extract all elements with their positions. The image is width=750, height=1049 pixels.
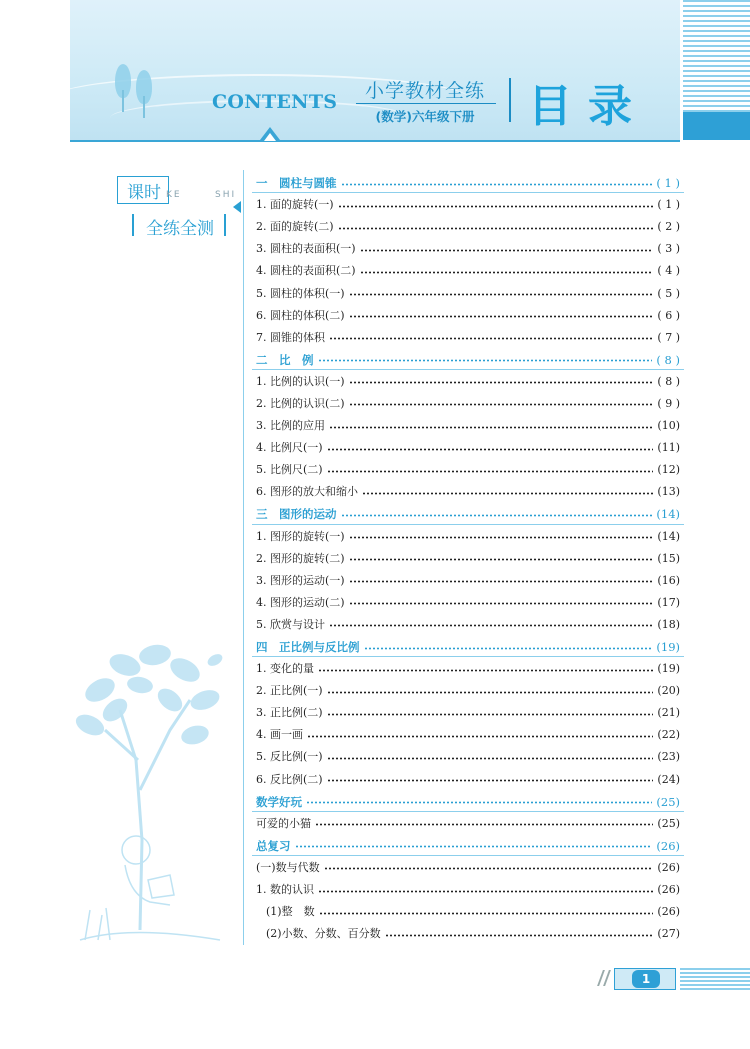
- toc-item-row[interactable]: [256, 746, 680, 768]
- toc-item-title: 可爱的小猫: [256, 816, 311, 830]
- pointer-arrow-icon: [233, 201, 241, 213]
- toc-leader-dots: [318, 890, 653, 893]
- toc-leader-dots: [360, 271, 654, 274]
- toc-leader-dots: [327, 448, 654, 451]
- toc-item-title: (一)数与代数: [256, 860, 320, 874]
- toc-page-number: (26): [657, 860, 680, 874]
- toc-item-title: 2. 面的旋转(二): [256, 220, 334, 234]
- toc-leader-dots: [349, 381, 654, 384]
- toc-item-row[interactable]: [256, 371, 680, 393]
- toc-item-row[interactable]: [256, 305, 680, 327]
- toc-item-title: 5. 欣赏与设计: [256, 617, 325, 631]
- page-number: 1: [632, 970, 660, 988]
- toc-page-number: (14): [656, 507, 680, 522]
- toc-page-number: (12): [657, 463, 680, 477]
- toc-page-number: ( 2 ): [657, 220, 680, 234]
- lesson-badge-pinyin: SHI: [215, 190, 237, 200]
- header-notch-inner: [264, 133, 276, 141]
- toc-leader-dots: [349, 536, 654, 539]
- toc-page-number: (23): [657, 750, 680, 764]
- toc-item-row[interactable]: [256, 879, 680, 901]
- toc-item-title: 1. 变化的量: [256, 662, 314, 676]
- toc-page-number: (26): [657, 905, 680, 919]
- lesson-badge-label: 课时: [127, 183, 161, 203]
- toc-item-row[interactable]: [256, 393, 680, 415]
- toc-item-title: 1. 数的认识: [256, 883, 314, 897]
- toc-leader-dots: [327, 691, 654, 694]
- toc-page-number: (20): [657, 684, 680, 698]
- footer-slash-decoration: [603, 970, 611, 986]
- toc-page-number: ( 3 ): [657, 242, 680, 256]
- toc-leader-dots: [318, 669, 653, 672]
- toc-page-number: ( 6 ): [657, 308, 680, 322]
- toc-section-row[interactable]: [256, 791, 680, 813]
- toc-item-title: 3. 图形的运动(一): [256, 573, 345, 587]
- toc-section-row[interactable]: [256, 503, 680, 525]
- toc-item-title: 3. 圆柱的表面积(一): [256, 242, 356, 256]
- toc-page-number: (13): [657, 485, 680, 499]
- toc-section-row[interactable]: [256, 835, 680, 857]
- toc-item-title: 5. 圆柱的体积(一): [256, 286, 345, 300]
- toc-section-row[interactable]: [256, 172, 680, 194]
- badge-bracket-right: [222, 214, 226, 236]
- toc-item-row[interactable]: [256, 415, 680, 437]
- toc-leader-dots: [327, 779, 654, 782]
- toc-leader-dots: [364, 647, 653, 650]
- contents-label: CONTENTS: [212, 91, 338, 113]
- toc-leader-dots: [349, 403, 654, 406]
- toc-item-row[interactable]: [256, 282, 680, 304]
- toc-page-number: ( 8 ): [656, 352, 680, 367]
- toc-item-title: 1. 比例的认识(一): [256, 374, 345, 388]
- toc-leader-dots: [315, 823, 653, 826]
- toc-item-row[interactable]: [256, 260, 680, 282]
- toc-leader-dots: [341, 183, 653, 186]
- toc-item-title: 2. 正比例(一): [256, 684, 323, 698]
- toc-leader-dots: [327, 757, 654, 760]
- toc-section-row[interactable]: [256, 636, 680, 658]
- toc-leader-dots: [327, 713, 654, 716]
- toc-leader-dots: [329, 624, 653, 627]
- toc-leader-dots: [349, 558, 654, 561]
- toc-leader-dots: [349, 315, 654, 318]
- corner-block-decoration: [683, 112, 750, 140]
- toc-leader-dots: [306, 801, 652, 804]
- tree-reading-illustration: [70, 640, 230, 950]
- toc-leader-dots: [338, 205, 654, 208]
- toc-section-row[interactable]: [256, 349, 680, 371]
- toc-item-row[interactable]: [256, 901, 680, 923]
- toc-page-number: (15): [657, 551, 680, 565]
- toc-page-number: (19): [656, 640, 680, 655]
- toc-item-title: 3. 比例的应用: [256, 419, 325, 433]
- toc-item-title: 2. 图形的旋转(二): [256, 551, 345, 565]
- toc-page-number: (19): [657, 662, 680, 676]
- toc-leader-dots: [324, 867, 654, 870]
- page-title: 目录: [528, 81, 648, 132]
- toc-item-title: (1)整 数: [266, 905, 315, 919]
- toc-item-row[interactable]: [256, 857, 680, 879]
- toc-page-number: (25): [656, 794, 680, 809]
- toc-page-number: (16): [657, 573, 680, 587]
- toc-item-row[interactable]: [256, 194, 680, 216]
- lesson-badge-pinyin: KE: [166, 190, 182, 200]
- toc-page-number: ( 7 ): [657, 330, 680, 344]
- toc-item-title: 5. 反比例(一): [256, 750, 323, 764]
- toc-leader-dots: [318, 359, 653, 362]
- toc-item-row[interactable]: [256, 216, 680, 238]
- toc-item-row[interactable]: [256, 327, 680, 349]
- toc-leader-dots: [338, 227, 654, 230]
- toc-section-title: 总复习: [256, 838, 291, 853]
- toc-page-number: (10): [657, 419, 680, 433]
- table-of-contents: [256, 172, 680, 945]
- toc-item-row[interactable]: [256, 570, 680, 592]
- toc-leader-dots: [362, 492, 653, 495]
- title-divider: [509, 78, 511, 122]
- toc-item-title: 1. 面的旋转(一): [256, 198, 334, 212]
- toc-section-title: 四 正比例与反比例: [256, 640, 360, 655]
- toc-item-row[interactable]: [256, 724, 680, 746]
- toc-leader-dots: [329, 426, 653, 429]
- toc-item-row[interactable]: [256, 437, 680, 459]
- toc-page-number: (17): [657, 595, 680, 609]
- toc-item-title: 1. 图形的旋转(一): [256, 529, 345, 543]
- toc-item-title: 4. 图形的运动(二): [256, 595, 345, 609]
- badge-bracket-left: [132, 214, 136, 236]
- toc-page-number: ( 1 ): [657, 198, 680, 212]
- toc-page-number: ( 5 ): [657, 286, 680, 300]
- toc-leader-dots: [329, 337, 653, 340]
- toc-page-number: ( 4 ): [657, 264, 680, 278]
- toc-leader-dots: [349, 602, 654, 605]
- toc-page-number: (26): [657, 883, 680, 897]
- toc-item-row[interactable]: [256, 769, 680, 791]
- toc-page-number: (26): [656, 838, 680, 853]
- toc-item-title: 6. 圆柱的体积(二): [256, 308, 345, 322]
- toc-item-row[interactable]: [256, 548, 680, 570]
- toc-leader-dots: [319, 912, 654, 915]
- book-subtitle: (数学)六年级下册: [375, 109, 475, 124]
- toc-item-row[interactable]: [256, 238, 680, 260]
- toc-page-number: (18): [657, 617, 680, 631]
- toc-leader-dots: [327, 470, 654, 473]
- small-tree-icon: [136, 70, 152, 114]
- toc-item-row[interactable]: [256, 592, 680, 614]
- vertical-divider: [243, 170, 244, 945]
- toc-item-row[interactable]: [256, 923, 680, 945]
- toc-item-title: 3. 正比例(二): [256, 706, 323, 720]
- toc-page-number: (27): [657, 927, 680, 941]
- toc-item-row[interactable]: [256, 680, 680, 702]
- toc-page-number: (25): [657, 816, 680, 830]
- corner-stripes-decoration: [683, 0, 750, 112]
- toc-leader-dots: [307, 735, 653, 738]
- toc-item-row[interactable]: [256, 813, 680, 835]
- toc-item-title: 6. 图形的放大和缩小: [256, 485, 358, 499]
- header-divider: [70, 140, 680, 142]
- footer-stripes-decoration: [680, 968, 750, 990]
- toc-item-title: 4. 圆柱的表面积(二): [256, 264, 356, 278]
- toc-item-title: (2)小数、分数、百分数: [266, 927, 381, 941]
- toc-item-row[interactable]: [256, 481, 680, 503]
- toc-section-title: 数学好玩: [256, 794, 302, 809]
- series-label: 全练全测: [146, 219, 214, 239]
- toc-item-row[interactable]: [256, 658, 680, 680]
- toc-page-number: (24): [657, 772, 680, 786]
- book-title: 小学教材全练: [364, 80, 485, 102]
- toc-item-row[interactable]: [256, 526, 680, 548]
- toc-leader-dots: [295, 845, 653, 848]
- toc-leader-dots: [349, 580, 654, 583]
- toc-item-title: 2. 比例的认识(二): [256, 396, 345, 410]
- toc-page-number: ( 8 ): [657, 374, 680, 388]
- toc-item-row[interactable]: [256, 459, 680, 481]
- toc-item-title: 4. 比例尺(一): [256, 441, 323, 455]
- toc-leader-dots: [360, 249, 654, 252]
- book-title-underline: [356, 103, 496, 104]
- toc-item-row[interactable]: [256, 614, 680, 636]
- toc-page-number: ( 9 ): [657, 396, 680, 410]
- toc-item-row[interactable]: [256, 702, 680, 724]
- small-tree-icon: [115, 64, 131, 108]
- toc-page-number: (11): [657, 441, 680, 455]
- toc-section-title: 一 圆柱与圆锥: [256, 176, 337, 191]
- toc-leader-dots: [349, 293, 654, 296]
- toc-page-number: (14): [657, 529, 680, 543]
- toc-page-number: (21): [657, 706, 680, 720]
- toc-item-title: 5. 比例尺(二): [256, 463, 323, 477]
- toc-section-title: 三 图形的运动: [256, 507, 337, 522]
- toc-leader-dots: [385, 934, 654, 937]
- toc-item-title: 4. 画一画: [256, 728, 303, 742]
- toc-item-title: 6. 反比例(二): [256, 772, 323, 786]
- toc-section-title: 二 比 例: [256, 352, 314, 367]
- toc-item-title: 7. 圆锥的体积: [256, 330, 325, 344]
- toc-page-number: (22): [657, 728, 680, 742]
- toc-page-number: ( 1 ): [656, 176, 680, 191]
- toc-leader-dots: [341, 514, 653, 517]
